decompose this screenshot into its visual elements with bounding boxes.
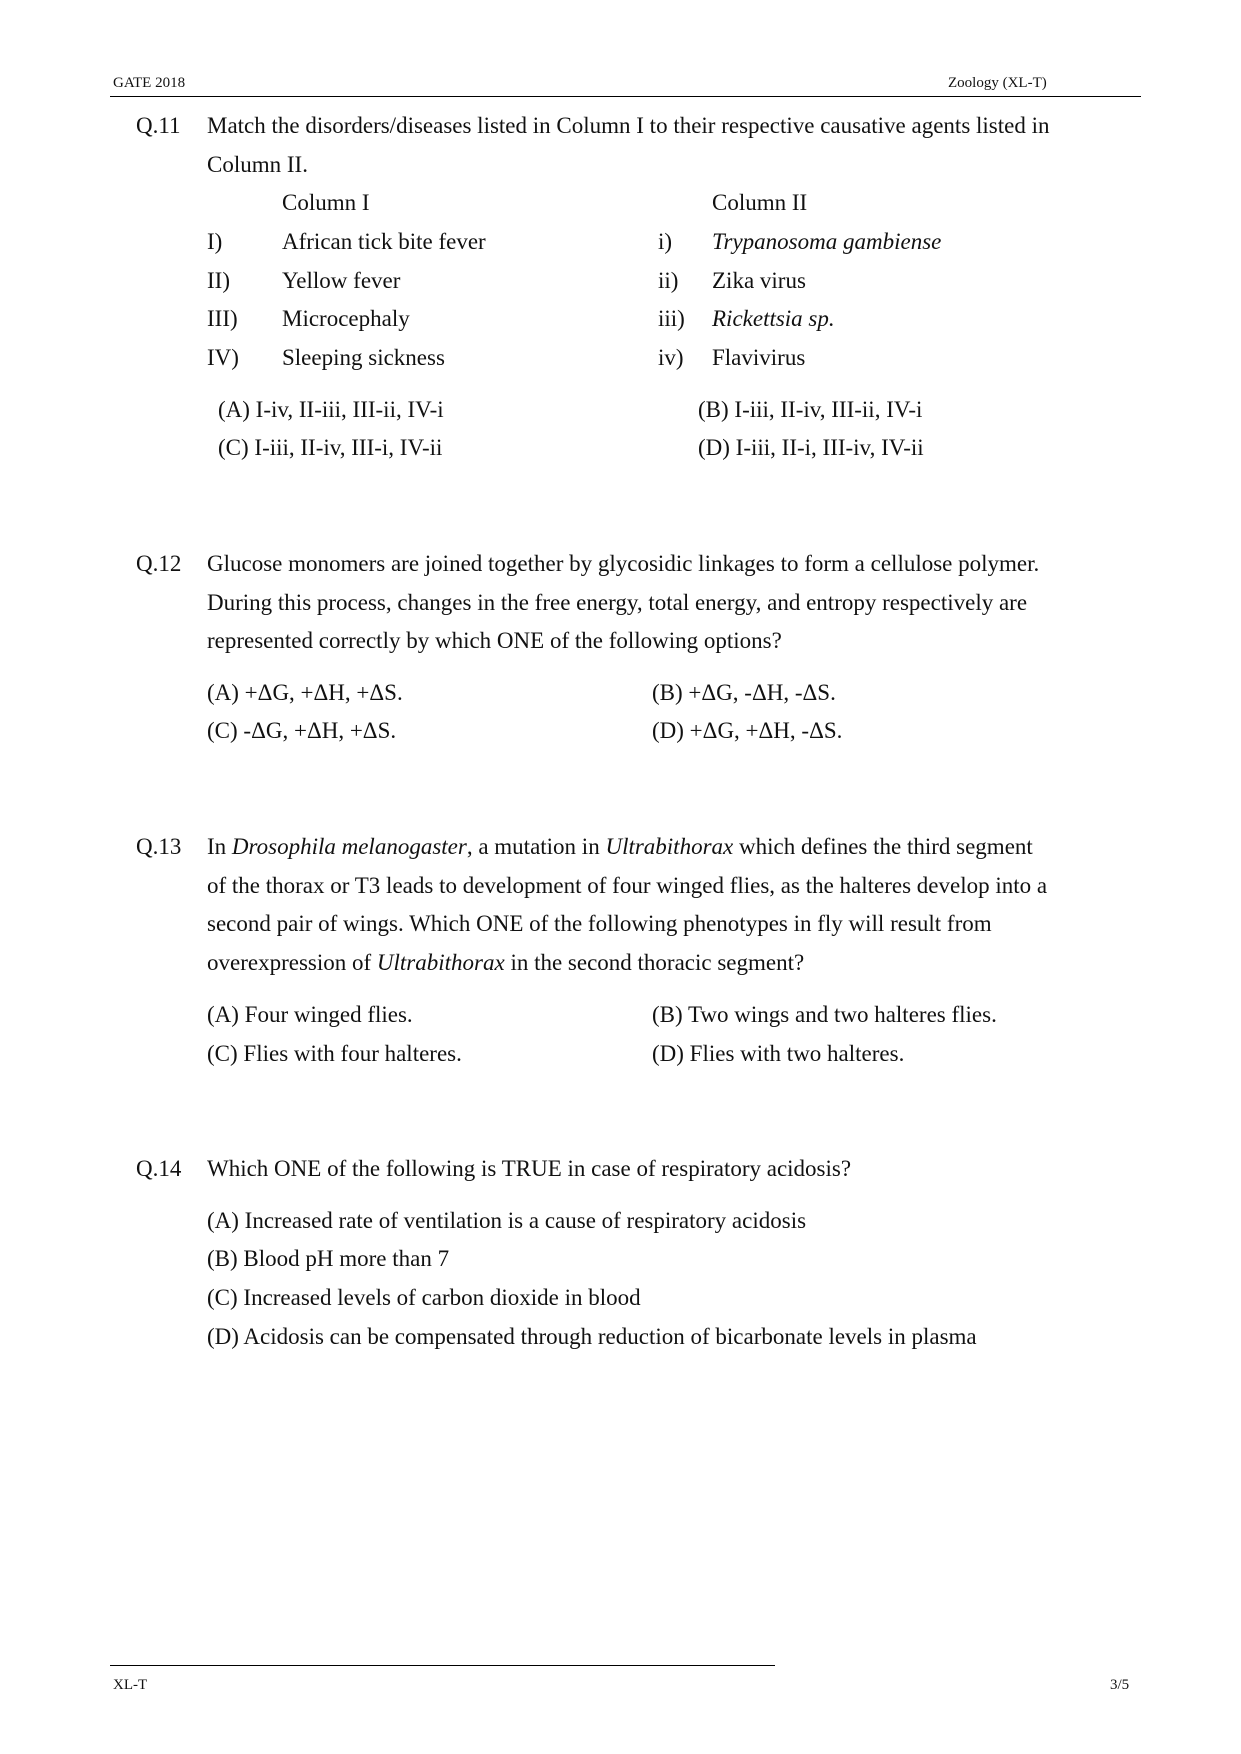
question-text: During this process, changes in the free energy, total energy, and entropy respectively are bbox=[207, 590, 1028, 615]
column-1-heading: Column I bbox=[282, 190, 370, 215]
column-2-label: iii) bbox=[658, 306, 685, 331]
column-2-item: Trypanosoma gambiense bbox=[712, 229, 942, 254]
option-a: (A) I-iv, II-iii, III-ii, IV-i bbox=[218, 397, 444, 422]
option-b: (B) Two wings and two halteres flies. bbox=[652, 1002, 997, 1027]
column-2-label: i) bbox=[658, 229, 673, 254]
column-2-label: ii) bbox=[658, 268, 679, 293]
column-1-item: Sleeping sickness bbox=[282, 345, 445, 370]
gene-name: Ultrabithorax bbox=[376, 950, 505, 975]
column-2-item: Zika virus bbox=[712, 268, 806, 293]
column-1-label: IV) bbox=[207, 345, 239, 370]
header-paper-code: Zoology (XL-T) bbox=[948, 75, 1047, 91]
question-text: Glucose monomers are joined together by glycosidic linkages to form a cellulose polymer. bbox=[207, 551, 1040, 576]
question-number: Q.14 bbox=[136, 1156, 182, 1181]
question-number: Q.13 bbox=[136, 834, 182, 859]
question-text: Which ONE of the following is TRUE in case of respiratory acidosis? bbox=[207, 1156, 852, 1181]
question-text: of the thorax or T3 leads to development of four winged flies, as the halteres develop into a bbox=[207, 873, 1048, 898]
footer-rule bbox=[110, 1665, 775, 1666]
question-text: Column II. bbox=[207, 152, 308, 177]
option-d: (D) Flies with two halteres. bbox=[652, 1041, 905, 1066]
column-2-label: iv) bbox=[658, 345, 684, 370]
column-1-item: Microcephaly bbox=[282, 306, 410, 331]
column-1-item: Yellow fever bbox=[282, 268, 401, 293]
header-exam-title: GATE 2018 bbox=[113, 75, 186, 91]
option-d: (D) I-iii, II-i, III-iv, IV-ii bbox=[698, 435, 924, 460]
footer-paper-code: XL-T bbox=[113, 1677, 148, 1693]
question-number: Q.12 bbox=[136, 551, 182, 576]
question-number: Q.11 bbox=[136, 113, 181, 138]
question-text: In Drosophila melanogaster, a mutation in Ultrabithorax which defines the third segment bbox=[207, 834, 1033, 859]
question-text: Match the disorders/diseases listed in Column I to their respective causative agents listed in bbox=[207, 113, 1050, 138]
question-text: overexpression of Ultrabithorax in the second thoracic segment? bbox=[207, 950, 805, 975]
column-1-label: I) bbox=[207, 229, 223, 254]
option-c: (C) I-iii, II-iv, III-i, IV-ii bbox=[218, 435, 443, 460]
option-b: (B) +ΔG, -ΔH, -ΔS. bbox=[652, 680, 836, 705]
column-2-item: Flavivirus bbox=[712, 345, 806, 370]
option-a: (A) Four winged flies. bbox=[207, 1002, 413, 1027]
column-1-label: III) bbox=[207, 306, 238, 331]
page-number: 3/5 bbox=[1110, 1677, 1130, 1693]
column-2-heading: Column II bbox=[712, 190, 808, 215]
question-text: represented correctly by which ONE of the following options? bbox=[207, 628, 782, 653]
option-b: (B) I-iii, II-iv, III-ii, IV-i bbox=[698, 397, 923, 422]
option-a: (A) +ΔG, +ΔH, +ΔS. bbox=[207, 680, 403, 705]
species-name: Drosophila melanogaster bbox=[231, 834, 467, 859]
option-c: (C) -ΔG, +ΔH, +ΔS. bbox=[207, 718, 397, 743]
option-c: (C) Increased levels of carbon dioxide in blood bbox=[207, 1285, 641, 1310]
header-rule bbox=[110, 96, 1141, 97]
column-1-item: African tick bite fever bbox=[282, 229, 486, 254]
option-c: (C) Flies with four halteres. bbox=[207, 1041, 462, 1066]
option-b: (B) Blood pH more than 7 bbox=[207, 1246, 450, 1271]
option-d: (D) +ΔG, +ΔH, -ΔS. bbox=[652, 718, 843, 743]
column-1-label: II) bbox=[207, 268, 230, 293]
option-a: (A) Increased rate of ventilation is a cause of respiratory acidosis bbox=[207, 1208, 807, 1233]
option-d: (D) Acidosis can be compensated through reduction of bicarbonate levels in plasma bbox=[207, 1324, 977, 1349]
column-2-item: Rickettsia sp. bbox=[712, 306, 835, 331]
gene-name: Ultrabithorax bbox=[605, 834, 734, 859]
question-text: second pair of wings. Which ONE of the following phenotypes in fly will result from bbox=[207, 911, 992, 936]
